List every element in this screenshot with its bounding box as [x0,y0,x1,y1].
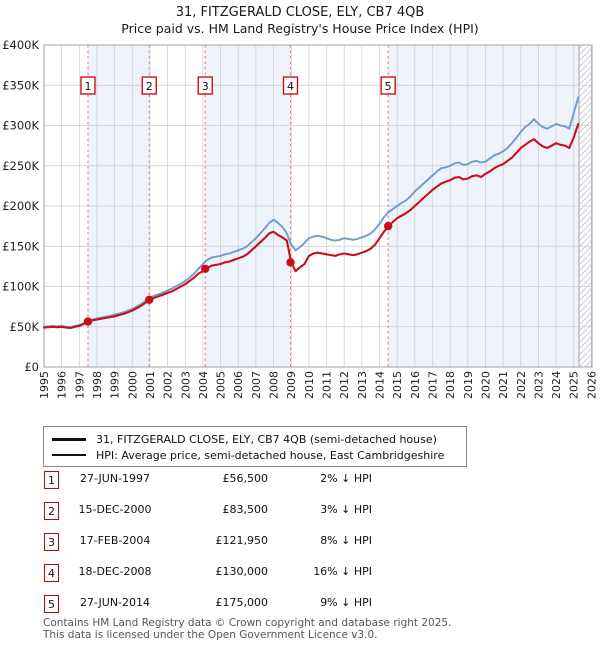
sale-flag-2 [142,77,156,94]
svg-text:1995: 1995 [38,371,51,399]
title-block [0,4,600,37]
svg-text:2002: 2002 [161,371,175,399]
table-row [0,471,600,491]
svg-text:2007: 2007 [249,371,263,399]
sale-date: 17-FEB-2004 [79,534,151,547]
table-row [0,564,600,584]
svg-text:2023: 2023 [532,371,546,399]
svg-text:£350K: £350K [2,78,39,93]
sale-date: 15-DEC-2000 [78,503,152,516]
svg-text:2015: 2015 [391,371,405,399]
hpi-line-swatch [52,454,86,456]
footer-line-2: This data is licensed under the Open Government Licence v3.0. [43,628,378,641]
svg-text:2: 2 [145,80,153,93]
chart-legend [43,426,467,467]
svg-text:£150K: £150K [2,239,39,254]
svg-text:2014: 2014 [373,371,387,399]
svg-text:5: 5 [384,80,392,93]
sale-number-badge: 3 [44,533,59,551]
sale-flag-4 [284,77,298,94]
svg-text:2025: 2025 [567,371,581,399]
license-footer [43,618,451,641]
svg-text:2008: 2008 [267,371,281,399]
page-title: 31, FITZGERALD CLOSE, ELY, CB7 4QB [175,5,425,20]
sale-vs-hpi: 3% ↓ HPI [320,503,372,516]
sale-number-badge: 5 [44,595,59,613]
sale-price: £121,950 [215,534,268,547]
svg-text:2005: 2005 [214,371,228,399]
svg-text:3: 3 [201,80,209,93]
svg-text:1999: 1999 [108,371,122,399]
price-vs-hpi-chart [0,40,600,428]
svg-text:£0: £0 [24,360,39,374]
svg-text:2019: 2019 [461,371,475,399]
sale-price: £56,500 [222,472,268,485]
svg-text:2011: 2011 [320,371,334,399]
svg-text:1996: 1996 [55,371,69,399]
table-row [0,502,600,522]
svg-text:2020: 2020 [479,371,493,399]
svg-text:2022: 2022 [514,371,528,399]
sale-vs-hpi: 9% ↓ HPI [320,596,372,609]
page-subtitle: Price paid vs. HM Land Registry's House Price Index (HPI) [121,21,479,36]
sale-date: 27-JUN-1997 [79,472,151,485]
svg-text:1: 1 [84,80,92,93]
sale-price: £130,000 [215,565,268,578]
svg-text:2009: 2009 [285,371,299,399]
legend-label-hpi: HPI: Average price, semi-detached house, East Cambridgeshire [96,448,445,462]
sale-number-badge: 1 [44,471,59,489]
legend-label-property: 31, FITZGERALD CLOSE, ELY, CB7 4QB (semi-detached house) [96,432,437,446]
svg-text:£50K: £50K [9,319,39,334]
svg-text:4: 4 [287,80,295,93]
svg-text:2016: 2016 [408,371,422,399]
sale-vs-hpi: 16% ↓ HPI [313,565,372,578]
svg-text:£250K: £250K [2,158,39,173]
table-row [0,595,600,615]
sale-price: £83,500 [222,503,268,516]
svg-text:2012: 2012 [338,371,352,399]
sale-date: 18-DEC-2008 [78,565,152,578]
svg-text:2017: 2017 [426,371,440,399]
sale-number-badge: 2 [44,502,59,520]
svg-text:2001: 2001 [143,371,157,399]
svg-text:2018: 2018 [444,371,458,399]
table-row [0,533,600,553]
legend-row-hpi [52,447,466,463]
sale-flag-5 [381,77,395,94]
svg-text:£300K: £300K [2,118,39,133]
svg-text:2010: 2010 [302,371,316,399]
sale-number-badge: 4 [44,564,59,582]
svg-text:1998: 1998 [90,371,104,399]
svg-text:2006: 2006 [232,371,246,399]
svg-text:£100K: £100K [2,279,39,294]
sale-flag-3 [198,77,212,94]
svg-text:2021: 2021 [497,371,511,399]
svg-text:2003: 2003 [179,371,193,399]
svg-text:1997: 1997 [73,371,87,399]
svg-text:£200K: £200K [2,199,39,213]
sale-price: £175,000 [215,596,268,609]
svg-text:£400K: £400K [2,40,39,52]
svg-text:2024: 2024 [550,371,564,399]
legend-row-property [52,431,466,447]
x-axis-labels [38,371,598,399]
sale-vs-hpi: 2% ↓ HPI [320,472,372,485]
sale-flag-1 [81,77,95,94]
svg-text:2000: 2000 [126,371,140,399]
y-axis-labels [2,40,39,374]
sale-date: 27-JUN-2014 [79,596,151,609]
svg-text:2026: 2026 [585,371,599,399]
price-line-swatch [52,438,86,441]
svg-text:2004: 2004 [196,371,210,399]
footer-line-1: Contains HM Land Registry data © Crown copyright and database right 2025. [43,617,452,629]
sale-vs-hpi: 8% ↓ HPI [320,534,372,547]
svg-text:2013: 2013 [355,371,369,399]
